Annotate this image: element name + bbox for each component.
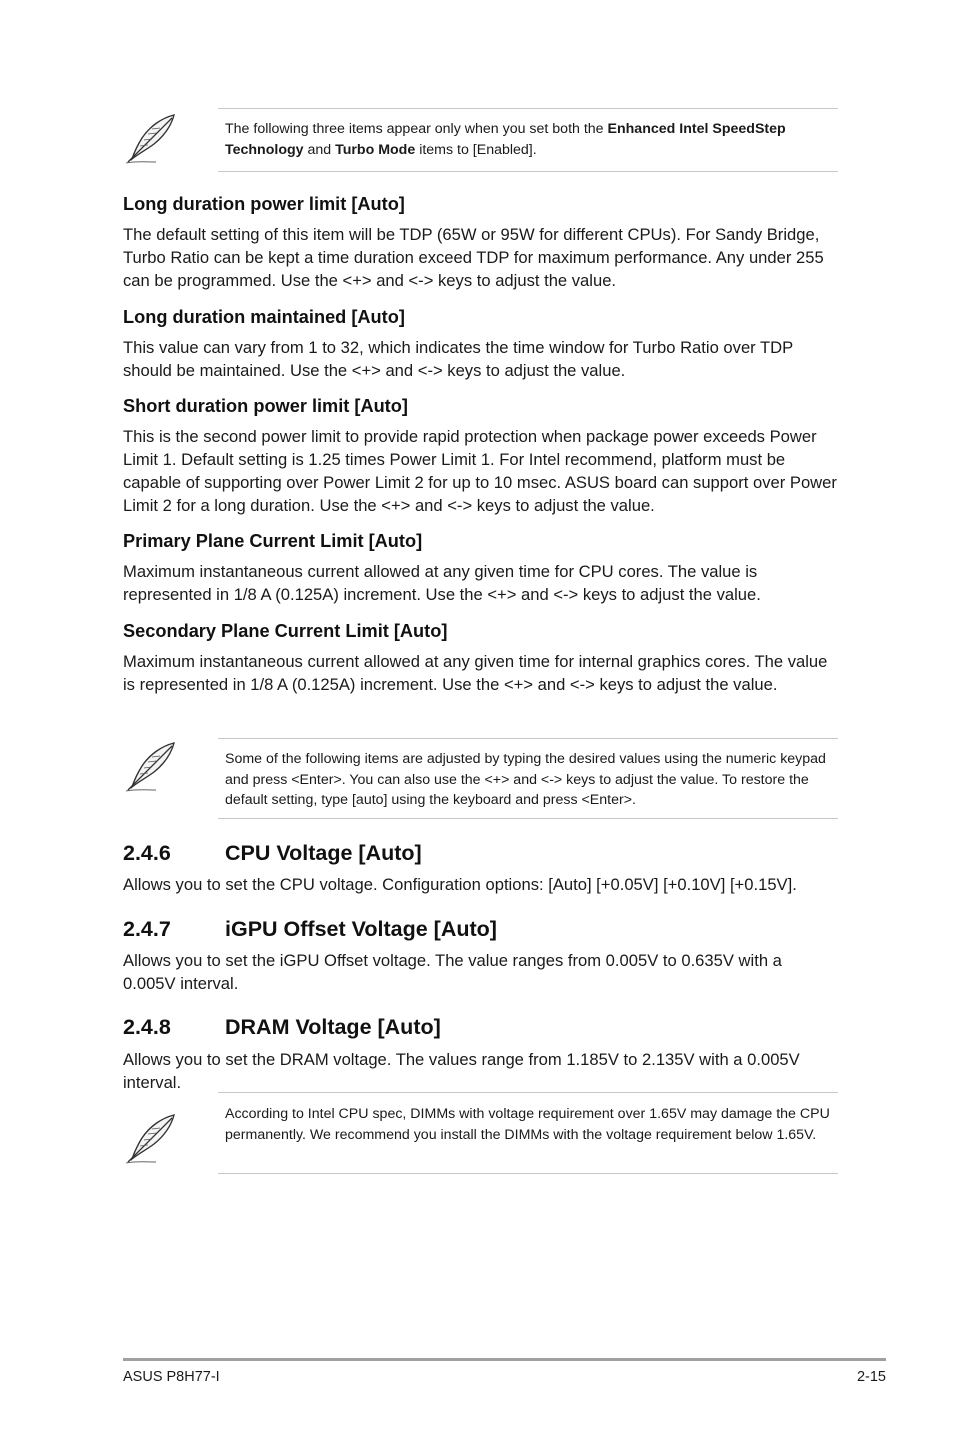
note-text-part: and — [303, 141, 336, 158]
section-heading — [123, 916, 497, 942]
feather-note-icon — [122, 740, 180, 794]
note-box — [218, 1092, 838, 1174]
feather-note-icon — [122, 112, 180, 166]
item-description: This value can vary from 1 to 32, which indicates the time window for Turbo Ratio over TDP should be maintained. Use the <+> and <-> keys to adjust the value. — [123, 338, 793, 380]
section-description: Allows you to set the DRAM voltage. The values range from 1.185V to 2.135V with a 0.005V interval. — [123, 1050, 800, 1092]
note-text: Some of the following items are adjusted by typing the desired values using the numeric keypad and press <Enter>. You can also use the <+> and <-> keys to adjust the value. To restore the default setting, type [auto] using the keyboard and press <Enter>. — [225, 751, 826, 808]
section-title: iGPU Offset Voltage [Auto] — [225, 917, 497, 941]
section-number: 2.4.6 — [123, 841, 171, 865]
note-box — [218, 738, 838, 819]
item-heading: Primary Plane Current Limit [Auto] — [123, 531, 423, 551]
section-heading — [123, 1014, 441, 1040]
item-heading: Secondary Plane Current Limit [Auto] — [123, 621, 448, 641]
footer-product-name: ASUS P8H77-I — [123, 1369, 220, 1385]
section-title: CPU Voltage [Auto] — [225, 841, 422, 865]
note-text-bold: Turbo Mode — [335, 141, 416, 158]
item-description: This is the second power limit to provide rapid protection when package power exceeds Power Limit 1. Default setting is 1.25 times Power Limit 1. For Intel recommend, platform must be capable of supporting over Power Limit 2 for up to 10 msec. ASUS board can support over Power Limit 2 for a long duration. Use the <+> and <-> keys to adjust the value. — [123, 427, 837, 515]
note-box — [218, 108, 838, 172]
section-heading — [123, 840, 422, 866]
note-text-part: The following three items appear only when you set both the — [225, 121, 608, 137]
note-text-part: items to [Enabled]. — [415, 141, 537, 158]
item-heading: Long duration maintained [Auto] — [123, 307, 405, 327]
item-heading: Short duration power limit [Auto] — [123, 396, 408, 416]
footer-page-number: 2-15 — [856, 1369, 886, 1385]
section-number: 2.4.8 — [123, 1015, 171, 1039]
note-text — [225, 119, 838, 160]
section-description: Allows you to set the CPU voltage. Configuration options: [Auto] [+0.05V] [+0.10V] [+0.15V]. — [123, 875, 797, 894]
section-title: DRAM Voltage [Auto] — [225, 1015, 441, 1039]
item-description: Maximum instantaneous current allowed at any given time for CPU cores. The value is represented in 1/8 A (0.125A) increment. Use the <+> and <-> keys to adjust the value. — [123, 562, 761, 604]
note-text-bold: Enhanced Intel SpeedStep Technology — [225, 121, 786, 158]
section-number: 2.4.7 — [123, 917, 171, 941]
note-text: According to Intel CPU spec, DIMMs with voltage requirement over 1.65V may damage the CPU permanently. We recommend you install the DIMMs with the voltage requirement below 1.65V. — [225, 1106, 830, 1143]
footer-divider — [123, 1358, 886, 1361]
item-description: Maximum instantaneous current allowed at any given time for internal graphics cores. The value is represented in 1/8 A (0.125A) increment. Use the <+> and <-> keys to adjust the value. — [123, 652, 828, 694]
feather-note-icon — [122, 1112, 180, 1166]
item-heading: Long duration power limit [Auto] — [123, 194, 405, 214]
item-description: The default setting of this item will be TDP (65W or 95W for different CPUs). For Sandy Bridge, Turbo Ratio can be kept a time duration exceed TDP for maximum performance. Any under 255 can be programmed. Use the <+> and <-> keys to adjust the value. — [123, 225, 824, 290]
section-description: Allows you to set the iGPU Offset voltage. The value ranges from 0.005V to 0.635V with a 0.005V interval. — [123, 951, 782, 993]
